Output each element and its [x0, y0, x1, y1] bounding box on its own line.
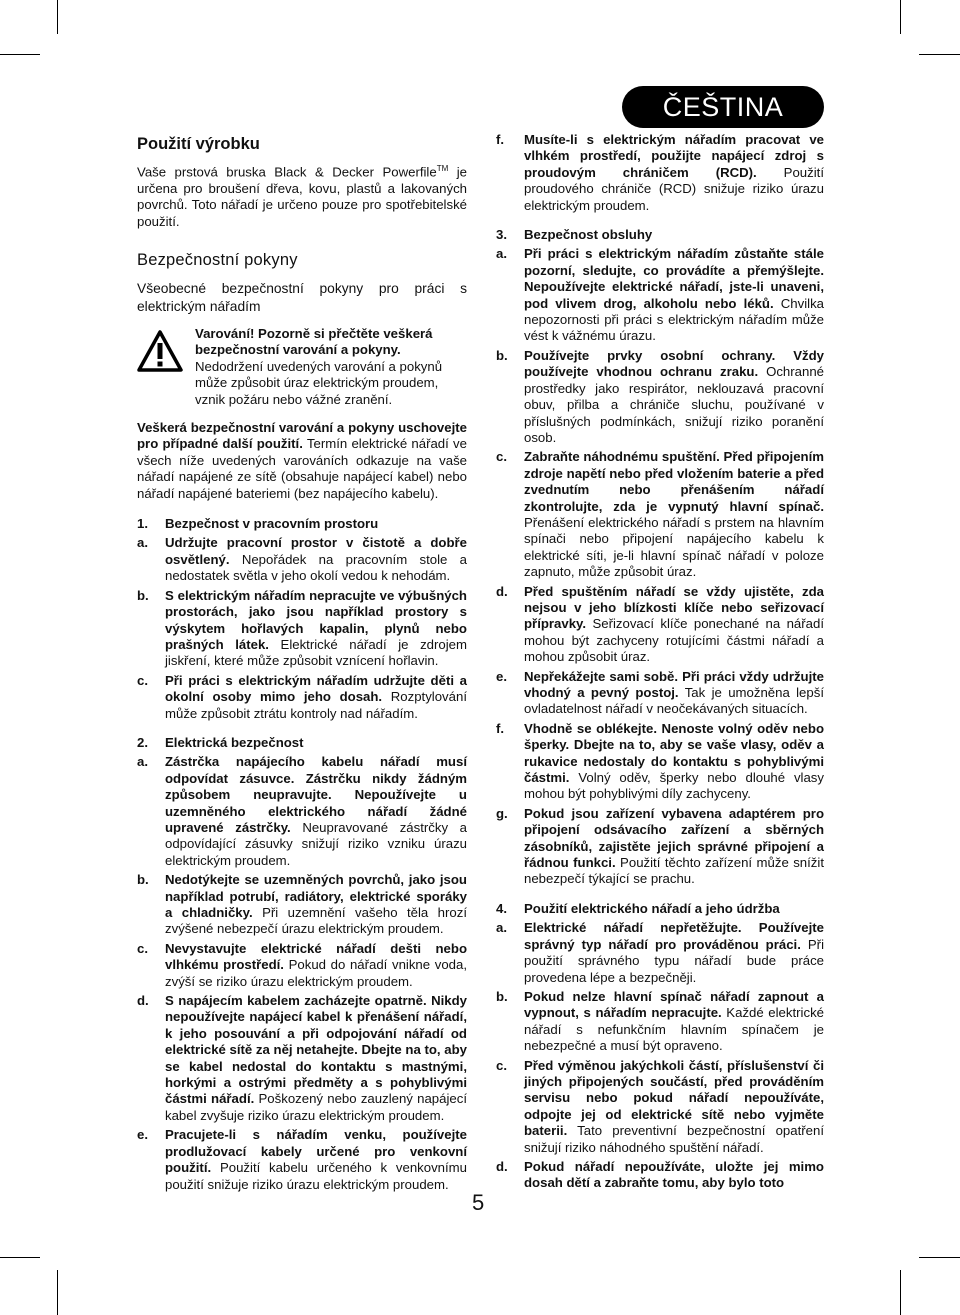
list-item	[496, 1159, 824, 1192]
use-text-cont: je určena pro broušení dřeva, kovu, plastů a lakovaných povrchů. Toto nářadí je určeno pouze pro spotřebitelské použití.	[137, 164, 467, 229]
item-label: c.	[496, 1057, 507, 1073]
item-text: Seřizovací klíče ponechané na nářadí mohou být zachyceny rotujícími částmi nářadí a mohou způsobit úraz.	[524, 616, 824, 665]
item-bold: Nepřekážejte sami sobě. Při práci vždy udržujte vhodný a pevný postoj.	[524, 668, 824, 700]
item-body	[524, 132, 824, 214]
item-bold: Udržujte pracovní prostor v čistotě a dobře osvětlený.	[165, 535, 467, 567]
item-body	[524, 989, 824, 1055]
keep-body: Termín elektrické nářadí ve všech níže uvedených varováních odkazuje na vaše nářadí napájené ze sítě (obsahuje napájecí kabel) nebo nářadí napájené bateriemi (bez napájecího kabelu).	[137, 436, 467, 501]
crop-mark	[57, 0, 58, 34]
item-text: Pokud do nářadí vnikne voda, zvýší se riziko úrazu elektrickým proudem.	[165, 957, 467, 989]
item-label: c.	[137, 940, 148, 956]
item-body	[165, 872, 467, 938]
item-bold: Zabraňte náhodnému spuštění. Před připojením zdroje napětí nebo před vložením baterie a před zvednutím nebo přenášením nářadí zkontrolujte, zda je vypnutý hlavní spínač.	[524, 449, 824, 514]
list-item	[496, 227, 824, 243]
item-bold: Zástrčka napájecího kabelu nářadí musí odpovídat zásuvce. Zástrčku nikdy žádným způsobem neupravujte. Nepoužívejte u uzemněného elektrického nářadí žádné upravené zástrčky.	[165, 754, 467, 835]
item-bold: Nevystavujte elektrické nářadí dešti nebo vlhkému prostředí.	[165, 940, 467, 973]
item-body	[524, 449, 824, 580]
item-bold: S napájecím kabelem zacházejte opatrně. Nikdy nepoužívejte napájecí kabel k přenášení nářadí, k jeho posouvání a při odpojování nářadí od elektrické sítě za něj netahejte. Dbejte na to, aby se kabel nedostal do kontaktu s mastnými, horkými a ostrými předměty a s pohyblivými částmi nářadí.	[165, 993, 467, 1107]
list-item	[137, 735, 467, 751]
item-bold: Bezpečnost obsluhy	[524, 227, 653, 243]
item-body	[524, 246, 824, 344]
left-column	[137, 134, 467, 1196]
item-text: Při použití správného typu nářadí bude práce provedena lépe a bezpečněji.	[524, 936, 824, 985]
item-text: Při uzemnění vašeho těla hrozí zvýšené nebezpečí úrazu elektrickým proudem.	[165, 905, 467, 937]
list-item	[496, 806, 824, 888]
item-label: b.	[137, 872, 149, 888]
item-bold: Před spuštěním nářadí se vždy ujistěte, zda nejsou v jeho blízkosti klíče nebo seřizovací přípravky.	[524, 583, 824, 632]
item-label: a.	[137, 754, 148, 770]
item-label: b.	[137, 587, 149, 603]
item-label: g.	[496, 805, 508, 821]
list-item	[137, 754, 467, 869]
list-item	[137, 535, 467, 584]
warning-text	[195, 326, 467, 408]
item-body	[165, 588, 467, 670]
item-body	[165, 1127, 467, 1193]
item-bold: Bezpečnost v pracovním prostoru	[165, 516, 379, 532]
item-body	[524, 1159, 824, 1192]
crop-mark	[919, 54, 960, 55]
item-bold: Musíte-li s elektrickým nářadím pracovat ve vlhkém prostředí, použijte napájecí zdroj s proudovým chráničem (RCD).	[524, 132, 824, 180]
item-body	[165, 535, 467, 584]
item-body	[165, 941, 467, 990]
item-label: 4.	[496, 900, 507, 916]
list-item	[137, 993, 467, 1124]
item-body	[165, 993, 467, 1124]
item-label: e.	[137, 1127, 148, 1143]
right-column	[496, 132, 824, 1195]
warning-triangle-icon	[137, 326, 195, 408]
list-item	[496, 449, 824, 580]
item-body	[165, 754, 467, 869]
list-item	[496, 246, 824, 344]
item-bold: Pokud jsou zařízení vybavena adaptérem pro připojení odsávacího zařízení a sběrných zásobníků, zajistěte jejich správné připojení a řádnou funkci.	[524, 805, 824, 871]
use-text: Vaše prstová bruska Black & Decker Powerfile	[137, 164, 437, 180]
crop-mark	[900, 1270, 901, 1315]
left-list	[137, 516, 467, 1193]
section-title-use: Použití výrobku	[137, 135, 260, 153]
item-label: 3.	[496, 227, 507, 243]
item-text: Přenášení elektrického nářadí s prstem na hlavním spínači nebo připojení napájecího kabelu k elektrické síti, je-li hlavní spínač nářadí v poloze zapnuto, může způsobit úraz.	[524, 514, 824, 580]
general-heading: Všeobecné bezpečnostní pokyny pro práci s elektrickým nářadím	[137, 281, 467, 315]
warning-bold: Varování! Pozorně si přečtěte veškerá bezpečnostní varování a pokyny.	[195, 326, 433, 358]
item-body	[524, 227, 824, 243]
list-item	[496, 721, 824, 803]
item-label: d.	[137, 993, 149, 1009]
item-text: Ochranné prostředky jako respirátor, neklouzavá pracovní obuv, přilba a chrániče sluchu, používané v příslušných podmínkách, snižují riziko poranění osob.	[524, 364, 824, 445]
item-label: f.	[496, 720, 505, 736]
warning-block	[137, 326, 467, 408]
item-bold: Elektrické nářadí nepřetěžujte. Používejte správný typ nářadí pro prováděnou práci.	[524, 920, 824, 952]
item-text: Tak je umožněna lepší ovladatelnost nářadí v neočekávaných situacích.	[524, 685, 824, 717]
item-body	[524, 669, 824, 718]
item-text: Poškozený nebo zauzlený napájecí kabel zvyšuje riziko úrazu elektrickým proudem.	[165, 1091, 467, 1123]
item-label: a.	[496, 246, 507, 262]
list-item	[496, 132, 824, 214]
list-item	[137, 673, 467, 722]
crop-mark	[900, 0, 901, 34]
item-label: 2.	[137, 734, 148, 750]
item-label: 1.	[137, 516, 148, 532]
item-bold: Pokud nelze hlavní spínač nářadí zapnout a vypnout, s nářadím nepracujte.	[524, 988, 824, 1021]
list-item	[137, 872, 467, 938]
list-item	[496, 348, 824, 446]
item-bold: Před výměnou jakýchkoli částí, příslušenství či jiných připojených součástí, před prováděním servisu nebo pokud nářadí nepoužíváte, odpojte jej od elektrické sítě nebo vyjměte baterii.	[524, 1057, 824, 1139]
use-paragraph	[137, 161, 467, 230]
item-bold: Vhodně se oblékejte. Nenoste volný oděv nebo šperky. Dbejte na to, aby se vaše vlasy, oděv a rukavice nedostaly do kontaktu s pohyblivými částmi.	[524, 720, 824, 786]
crop-mark	[0, 54, 40, 55]
list-item	[496, 901, 824, 917]
item-body	[165, 673, 467, 722]
item-label: f.	[496, 132, 505, 147]
item-text: Rozptylování může způsobit ztrátu kontroly nad nářadím.	[165, 689, 467, 721]
crop-mark	[919, 1257, 960, 1258]
item-label: d.	[496, 1158, 508, 1174]
item-text: Nepořádek na pracovním stole a nedostatek světla v jeho okolí vedou k nehodám.	[165, 551, 467, 584]
item-body	[165, 516, 467, 532]
item-label: a.	[496, 920, 507, 936]
item-label: b.	[496, 347, 508, 363]
item-text: Použití kabelu určeného k venkovnímu použití snižuje riziko úrazu elektrickým proudem.	[165, 1160, 467, 1192]
item-label: a.	[137, 535, 148, 551]
item-text: Použití proudového chrániče (RCD) snižuje riziko úrazu elektrickým proudem.	[524, 164, 824, 213]
right-list	[496, 132, 824, 1192]
crop-mark	[57, 1270, 58, 1315]
item-body	[165, 735, 467, 751]
list-item	[137, 516, 467, 532]
item-bold: Pokud nářadí nepoužíváte, uložte jej mimo dosah dětí a zabraňte tomu, aby bylo toto	[524, 1158, 824, 1191]
item-bold: Používejte prvky osobní ochrany. Vždy používejte vhodnou ochranu zraku.	[524, 347, 824, 380]
warning-body: Nedodržení uvedených varování a pokynů může způsobit úraz elektrickým proudem, vznik požáru nebo vážné zranění.	[195, 358, 443, 407]
item-label: d.	[496, 583, 508, 599]
item-body	[524, 920, 824, 986]
item-text: Elektrické nářadí je zdrojem jiskření, které může způsobit vznícení hořlavin.	[165, 636, 467, 669]
item-bold: Při práci s elektrickým nářadím udržujte děti a okolní osoby mimo jeho dosah.	[165, 672, 467, 705]
keep-bold: Veškerá bezpečnostní varování a pokyny uschovejte pro případné další použití.	[137, 420, 467, 452]
item-body	[524, 721, 824, 803]
item-body	[524, 348, 824, 446]
list-item	[137, 941, 467, 990]
item-bold: Nedotýkejte se uzemněných povrchů, jako jsou například potrubí, radiátory, elektrické sporáky a chladničky.	[165, 872, 467, 921]
list-item	[137, 1127, 467, 1193]
item-bold: Elektrická bezpečnost	[165, 734, 304, 750]
item-body	[524, 1058, 824, 1156]
list-item	[496, 669, 824, 718]
item-text: Volný oděv, šperky nebo dlouhé vlasy mohou být pohyblivými díly zachyceny.	[524, 770, 824, 802]
list-item	[496, 1058, 824, 1156]
list-item	[496, 920, 824, 986]
list-item	[496, 989, 824, 1055]
item-bold: Pracujete-li s nářadím venku, používejte prodlužovací kabely určené pro venkovní použití.	[165, 1127, 467, 1176]
item-label: c.	[496, 449, 507, 465]
trademark: TM	[436, 164, 449, 173]
item-text: Neupravované zástrčky a odpovídající zásuvky snižují riziko vzniku úrazu elektrickým proudem.	[165, 819, 467, 868]
item-text: Chvilka nepozornosti při práci s elektrickým nářadím může vést k vážnému úrazu.	[524, 295, 824, 344]
item-text: Každé elektrické nářadí s nefunkčním hlavním spínačem je nebezpečné a musí být opraveno.	[524, 1005, 824, 1054]
page-number: 5	[472, 1190, 485, 1215]
item-body	[524, 806, 824, 888]
item-body	[524, 584, 824, 666]
item-bold: Při práci s elektrickým nářadím zůstaňte stále pozorní, sledujte, co provádíte a přemýšlejte. Nepoužívejte elektrické nářadí, jste-li unaveni, pod vlivem drog, alkoholu nebo léků.	[524, 246, 824, 311]
item-label: b.	[496, 988, 508, 1004]
section-title-safety: Bezpečnostní pokyny	[137, 251, 298, 270]
item-text: Použití těchto zařízení může snížit nebezpečí týkající se prachu.	[524, 855, 824, 887]
list-item	[137, 588, 467, 670]
list-item	[496, 584, 824, 666]
item-bold: S elektrickým nářadím nepracujte ve výbušných prostorách, jako jsou například prostory s výskytem hořlavých kapalin, plynů nebo prašných látek.	[165, 587, 467, 652]
item-bold: Použití elektrického nářadí a jeho údržba	[524, 900, 780, 916]
item-body	[524, 901, 824, 917]
crop-mark	[0, 1257, 40, 1258]
item-label: c.	[137, 672, 148, 688]
item-label: e.	[496, 668, 507, 684]
language-badge: ČEŠTINA	[622, 86, 824, 128]
item-text: Tato preventivní bezpečnostní opatření snižují riziko náhodného spuštění nářadí.	[524, 1123, 824, 1155]
keep-instructions	[137, 420, 467, 502]
